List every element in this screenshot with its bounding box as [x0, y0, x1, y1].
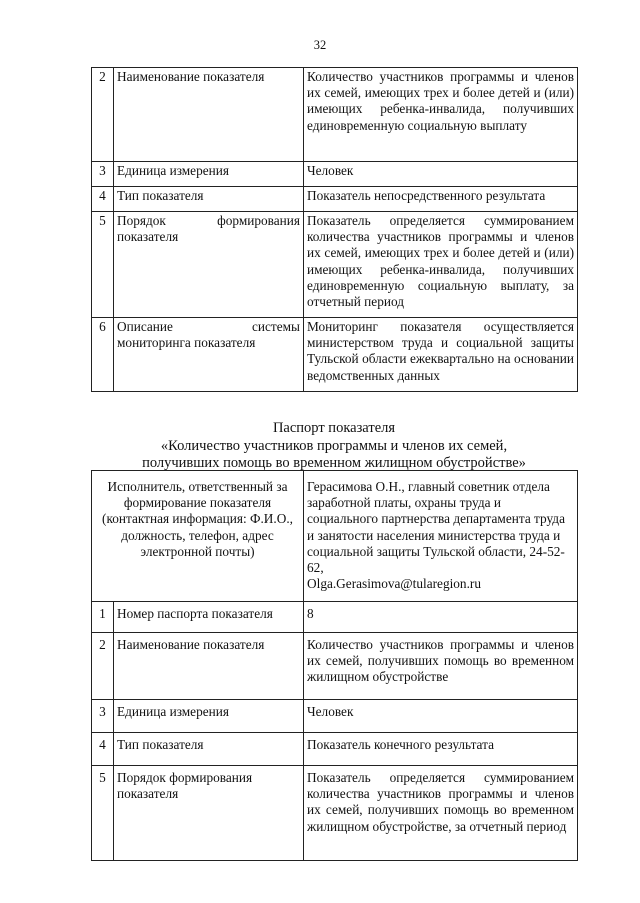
row-label: Единица измерения	[114, 700, 304, 733]
row-number: 2	[92, 633, 114, 700]
row-number: 2	[92, 68, 114, 162]
row-label: Тип показателя	[114, 187, 304, 212]
row-label: Наименование показателя	[114, 633, 304, 700]
responsible-email: Olga.Gerasimova@tularegion.ru	[307, 576, 481, 592]
passport-heading	[91, 420, 577, 473]
table-row	[92, 187, 578, 212]
page-number: 32	[313, 38, 327, 52]
row-label: Единица измерения	[114, 162, 304, 187]
passport-title: Паспорт показателя	[272, 420, 396, 436]
row-value: Показатель определяется суммированием количества участников программы и членов их семей, имеющих трех и более детей и (или) имеющих ребенка-инвалида, получивших единовременную социальную выплату, за отчетный период	[304, 212, 578, 318]
table-row	[92, 318, 578, 392]
row-number: 5	[92, 766, 114, 861]
row-value: Показатель непосредственного результата	[304, 187, 578, 212]
table-row	[92, 68, 578, 162]
table-row	[92, 212, 578, 318]
table-row	[92, 633, 578, 700]
table-row	[92, 766, 578, 861]
row-number: 4	[92, 187, 114, 212]
row-number: 3	[92, 162, 114, 187]
indicator-passport-table	[91, 470, 578, 861]
table-row	[92, 700, 578, 733]
row-label: Порядок формирования показателя	[114, 212, 304, 318]
row-number: 1	[92, 602, 114, 633]
row-label: Описание системы мониторинга показателя	[114, 318, 304, 392]
row-number: 4	[92, 733, 114, 766]
row-number: 6	[92, 318, 114, 392]
row-value: Человек	[304, 162, 578, 187]
row-value: Количество участников программы и членов их семей, получивших помощь во временном жилищном обустройстве	[304, 633, 578, 700]
passport-subtitle-line1: «Количество участников программы и членов их семей,	[160, 437, 508, 454]
row-label: Номер паспорта показателя	[114, 602, 304, 633]
indicator-passport-table-continued	[91, 67, 578, 392]
table-row	[92, 602, 578, 633]
row-value: Количество участников программы и членов их семей, имеющих трех и более детей и (или) имеющих ребенка-инвалида, получивших единовременную социальную выплату	[304, 68, 578, 162]
row-number: 3	[92, 700, 114, 733]
row-label: Наименование показателя	[114, 68, 304, 162]
responsible-contact: Герасимова О.Н., главный советник отдела заработной платы, охраны труда и социального партнерства департамента труда и занятости населения министерства труда и социальной защиты Тульской области, 24-52-62,	[307, 479, 565, 576]
row-value: Показатель конечного результата	[304, 733, 578, 766]
responsible-label: Исполнитель, ответственный за формирование показателя (контактная информация: Ф.И.О., должность, телефон, адрес электронной почты)	[92, 471, 304, 602]
row-value: 8	[304, 602, 578, 633]
responsible-value	[304, 471, 578, 602]
row-value: Показатель определяется суммированием количества участников программы и членов их семей, получивших помощь во временном жилищном обустройстве, за отчетный период	[304, 766, 578, 861]
row-value: Мониторинг показателя осуществляется министерством труда и социальной защиты Тульской области ежеквартально на основании ведомственных данных	[304, 318, 578, 392]
row-label: Тип показателя	[114, 733, 304, 766]
row-value: Человек	[304, 700, 578, 733]
row-label: Порядок формирования показателя	[114, 766, 304, 861]
table-row	[92, 162, 578, 187]
row-number: 5	[92, 212, 114, 318]
passport-subtitle-line2: получивших помощь во временном жилищном обустройстве»	[142, 455, 526, 471]
table-row	[92, 733, 578, 766]
table-header-row	[92, 471, 578, 602]
